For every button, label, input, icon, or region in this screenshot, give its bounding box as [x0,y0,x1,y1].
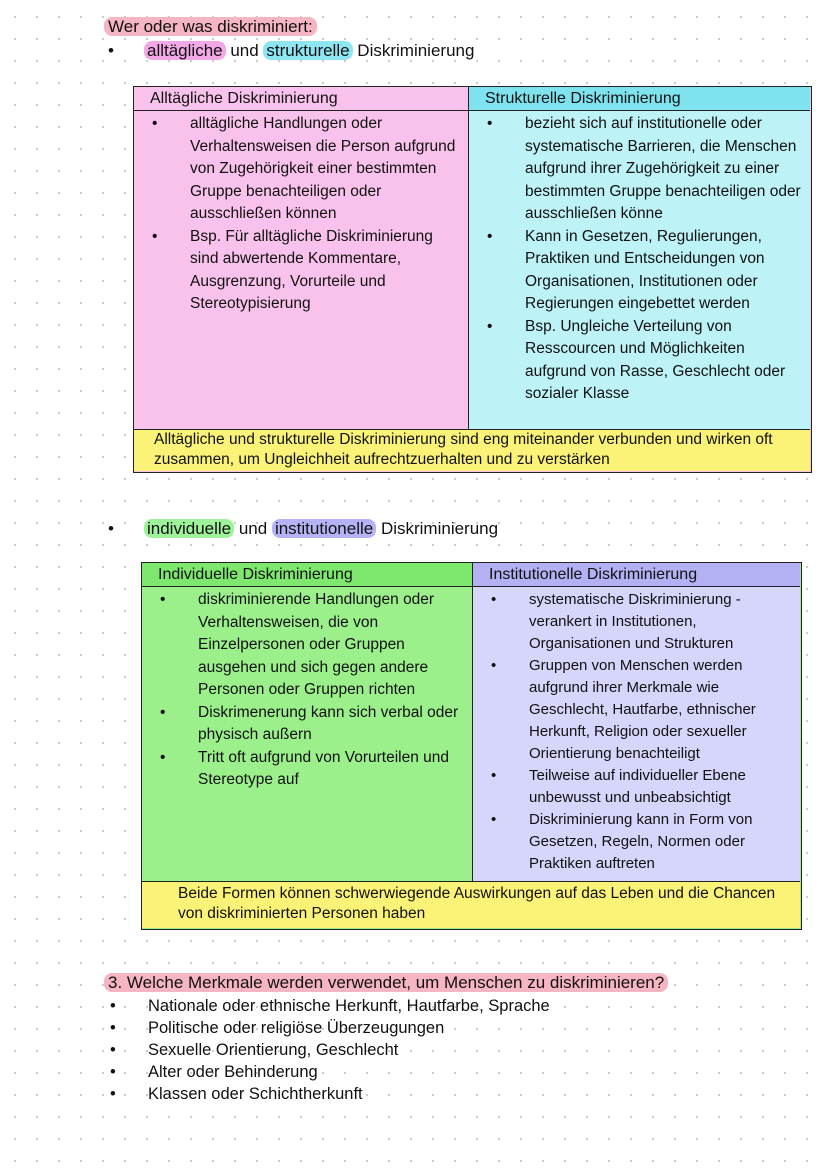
column-individuelle [142,563,473,881]
section1-bullet: • alltägliche und strukturelle Diskriminierung [108,41,475,60]
term-institutionelle: institutionelle [272,519,376,538]
list-item: • Bsp. Ungleiche Verteilung von Resscourcen und Möglichkeiten aufgrund von Rasse, Geschlecht oder sozialer Klasse [479,316,802,406]
column-institutionelle [473,563,800,881]
column-title-individuelle: Individuelle Diskriminierung [142,563,472,587]
section2-bullet: • individuelle und institutionelle Diskriminierung [108,519,499,538]
list-item: • Alter oder Behinderung [110,1061,550,1083]
term-strukturelle: strukturelle [263,41,352,60]
merkmale-list [110,995,550,1105]
section1-heading: Wer oder was diskriminiert: [104,16,317,38]
list-item: • Politische oder religiöse Überzeugungen [110,1017,550,1039]
section3-heading: 3. Welche Merkmale werden verwendet, um Menschen zu diskriminieren? [104,972,668,994]
list-item: • alltägliche Handlungen oder Verhaltensweisen die Person aufgrund von Zugehörigkeit einer bestimmten Gruppe benachteiligen oder ausschließen können [144,113,460,226]
column-body-alltaegliche [134,111,468,316]
list-item: • Diskriminierung kann in Form von Gesetzen, Regeln, Normen oder Praktiken auftreten [483,809,796,875]
summary-box-1: Alltägliche und strukturelle Diskriminierung sind eng miteinander verbunden und wirken oft zusammen, um Ungleichheit aufrechtzuerhalten und zu verstärken [134,429,810,471]
column-body-individuelle [142,587,472,792]
column-title-strukturelle: Strukturelle Diskriminierung [469,87,810,111]
list-item: • diskriminierende Handlungen oder Verhaltensweisen, die von Einzelpersonen oder Gruppen ausgehen und sich gegen andere Personen oder Gruppen richten [152,589,464,702]
list-item: • Klassen oder Schichtherkunft [110,1083,550,1105]
table-individuell-institutionell [141,562,802,930]
table-alltaeglich-strukturell [133,86,812,473]
list-item: • bezieht sich auf institutionelle oder systematische Barrieren, die Menschen aufgrund ihrer Zugehörigkeit zu einer bestimmten Gruppe benachteiligen oder ausschließen könne [479,113,802,226]
list-item: • Teilweise auf individueller Ebene unbewusst und unbeabsichtigt [483,765,796,809]
term-alltaegliche: alltägliche [144,41,226,60]
list-item: • systematische Diskriminierung - verankert in Institutionen, Organisationen und Strukturen [483,589,796,655]
list-item: • Bsp. Für alltägliche Diskriminierung sind abwertende Kommentare, Ausgrenzung, Vorurteile und Stereotypisierung [144,226,460,316]
term-individuelle: individuelle [144,519,234,538]
list-item: • Kann in Gesetzen, Regulierungen, Praktiken und Entscheidungen von Organisationen, Institutionen oder Regierungen eingebettet werden [479,226,802,316]
list-item: • Nationale oder ethnische Herkunft, Hautfarbe, Sprache [110,995,550,1017]
list-item: • Sexuelle Orientierung, Geschlecht [110,1039,550,1061]
list-item: • Tritt oft aufgrund von Vorurteilen und Stereotype auf [152,747,464,792]
list-item: • Gruppen von Menschen werden aufgrund ihrer Merkmale wie Geschlecht, Hautfarbe, ethnischer Herkunft, Religion oder sexueller Orientierung benachteiligt [483,655,796,765]
summary-box-2: Beide Formen können schwerwiegende Auswirkungen auf das Leben und die Chancen von diskriminierten Personen haben [142,881,800,928]
column-title-institutionelle: Institutionelle Diskriminierung [473,563,800,587]
column-alltaegliche [134,87,469,429]
column-title-alltaegliche: Alltägliche Diskriminierung [134,87,468,111]
column-strukturelle [469,87,810,429]
list-item: • Diskrimenerung kann sich verbal oder physisch außern [152,702,464,747]
column-body-institutionelle [473,587,800,875]
column-body-strukturelle [469,111,810,406]
